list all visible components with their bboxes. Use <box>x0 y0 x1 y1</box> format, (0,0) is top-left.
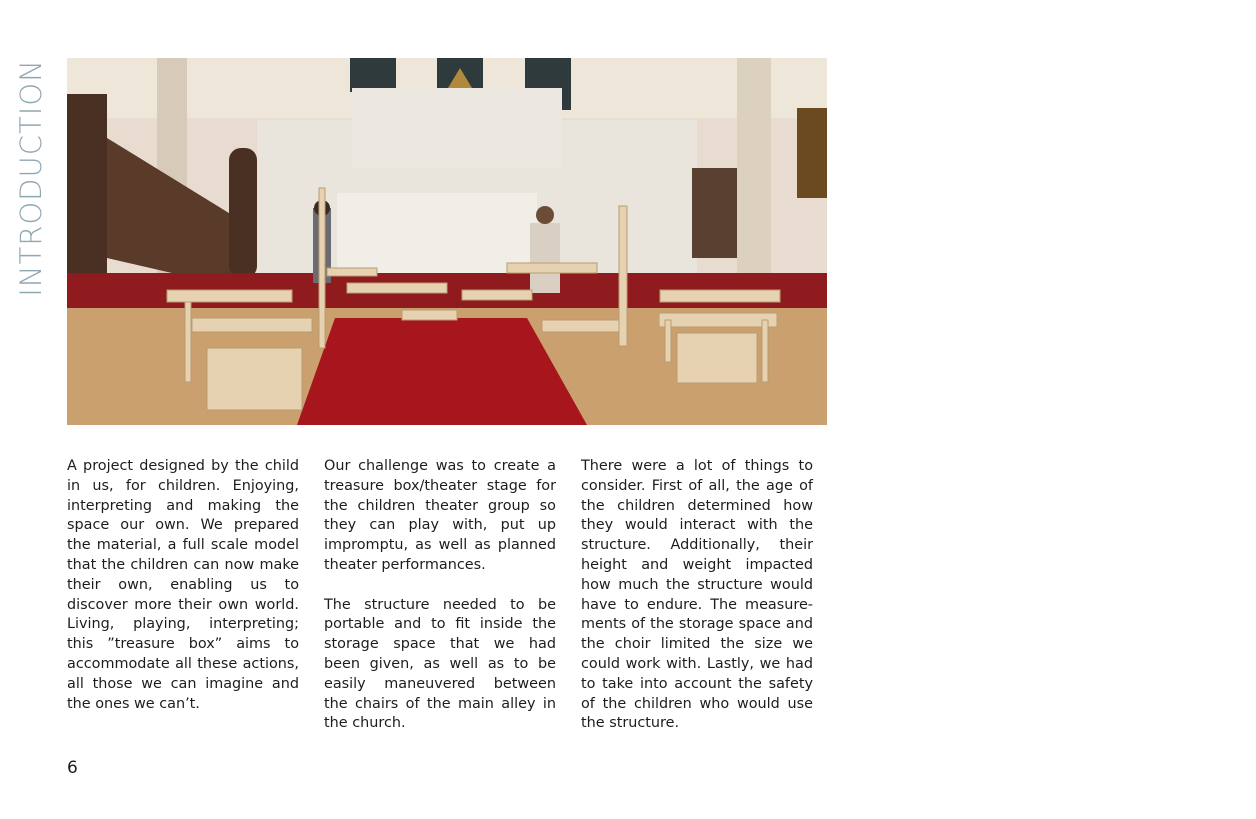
page-number: 6 <box>67 758 78 778</box>
column-2-paragraph-1: Our challenge was to create a treasure box/theater stage for the children theater group so they can play with, put up impromptu, as well as planned theater performances. <box>324 458 556 573</box>
church-stage-photo <box>67 58 827 425</box>
section-title-vertical <box>14 60 48 296</box>
section-title: INTRODUCTION <box>14 59 48 297</box>
window <box>350 58 396 92</box>
column-1 <box>67 457 299 734</box>
person-right <box>530 223 560 293</box>
wall-painting <box>797 108 827 198</box>
column-2-paragraph-2: The structure needed to be portable and to fit inside the storage space that we had been given, as well as to be easily maneuvered between the chairs of the main alley in the church. <box>324 596 556 732</box>
column-2 <box>324 457 556 754</box>
column-1-paragraph-1: A project designed by the child in us, for children. Enjoying, interpreting and making the space our own. We prepared the material, a full scale model that the children can now make their own, enabling us to discover more their own world. Living, playing, interpreting; this ”treasure box” aims to accommodate all these actions, all those we can imagine and the ones we can’t. <box>67 458 299 712</box>
column-3-paragraph-1: There were a lot of things to consider. First of all, the age of the children determined how they would interact with the structure. Additionally, their height and weight impacted how much the structure would have to endure. The measure-ments of the storage space and the choir limited the size we could work with. Lastly, we had to take into account the safety of the children who would use the structure. <box>581 458 813 732</box>
doorway <box>229 148 257 278</box>
column-3 <box>581 457 813 754</box>
pulpit <box>67 94 107 294</box>
photo-illustration <box>67 58 827 425</box>
